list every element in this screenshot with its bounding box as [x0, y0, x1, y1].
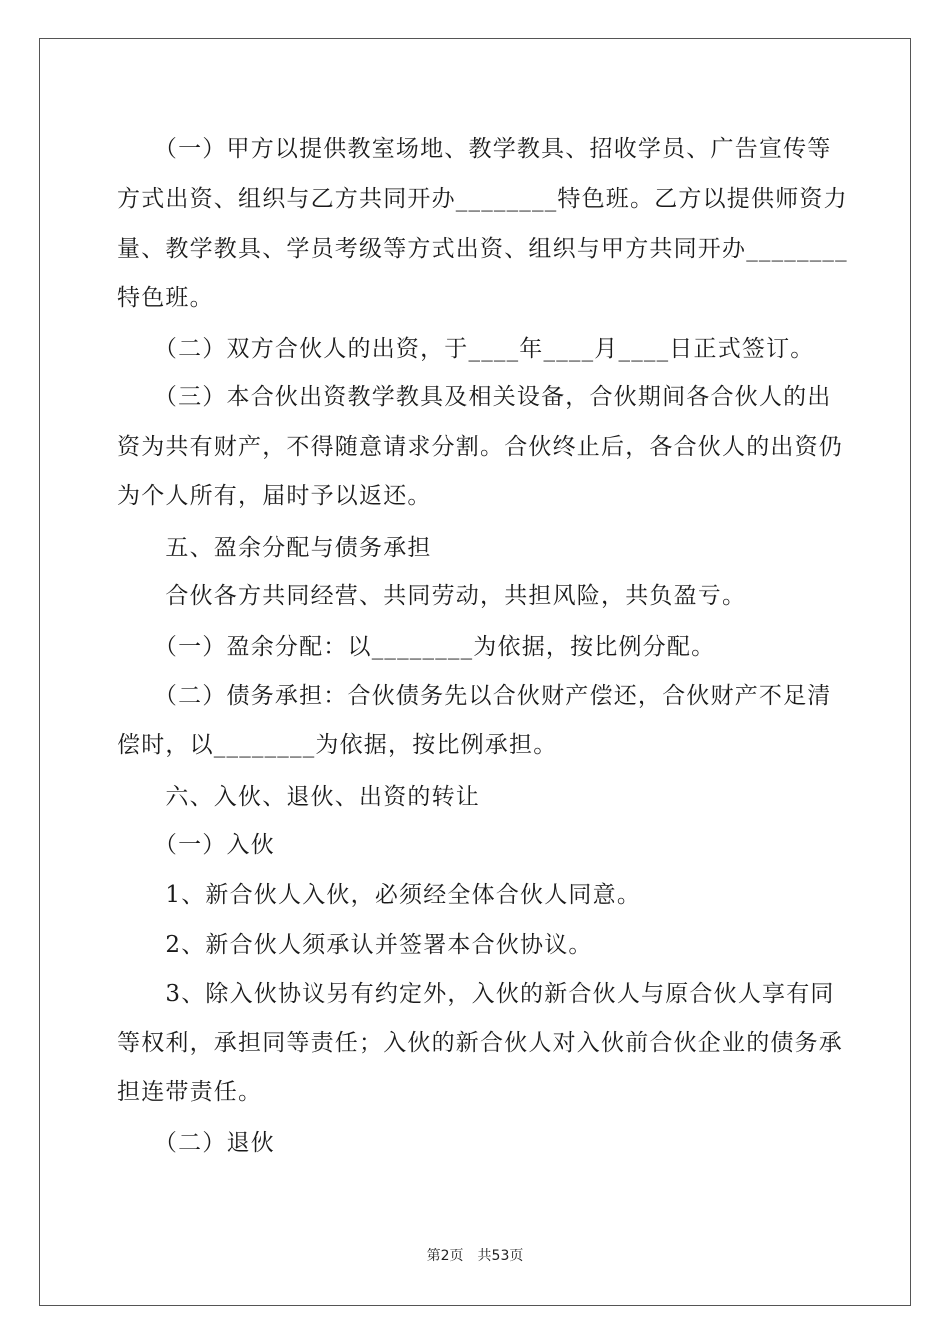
- text-line: 偿时，以________为依据，按比例承担。: [117, 732, 558, 758]
- text-line: 等权利，承担同等责任；入伙的新合伙人对入伙前合伙企业的债务承: [117, 1030, 843, 1056]
- section-heading: 五、盈余分配与债务承担: [117, 535, 432, 561]
- text-line: 合伙各方共同经营、共同劳动，共担风险，共负盈亏。: [117, 583, 747, 609]
- list-item: 1、新合伙人入伙，必须经全体合伙人同意。: [117, 882, 642, 908]
- text-line: 量、教学教具、学员考级等方式出资、组织与甲方共同开办________: [117, 236, 848, 262]
- text-line: （二）债务承担：合伙债务先以合伙财产偿还，合伙财产不足清: [117, 683, 832, 709]
- subheading: （一）入伙: [117, 832, 275, 858]
- text-line: （二）双方合伙人的出资，于____年____月____日正式签订。: [117, 336, 815, 362]
- text-line: 为个人所有，届时予以返还。: [117, 483, 432, 509]
- list-item: 2、新合伙人须承认并签署本合伙协议。: [117, 932, 593, 958]
- page-border: [39, 38, 911, 1306]
- text-line: 担连带责任。: [117, 1079, 263, 1105]
- text-line: 方式出资、组织与乙方共同开办________特色班。乙方以提供师资力: [117, 186, 848, 212]
- subheading: （二）退伙: [117, 1130, 275, 1156]
- text-line: （三）本合伙出资教学教具及相关设备，合伙期间各合伙人的出: [117, 384, 832, 410]
- page-number-footer: 第2页 共53页: [426, 1248, 524, 1264]
- text-line: 资为共有财产，不得随意请求分割。合伙终止后，各合伙人的出资仍: [117, 434, 843, 460]
- text-line: （一）甲方以提供教室场地、教学教具、招收学员、广告宣传等: [117, 136, 832, 162]
- section-heading: 六、入伙、退伙、出资的转让: [117, 784, 480, 810]
- list-item: 3、除入伙协议另有约定外，入伙的新合伙人与原合伙人享有同: [117, 981, 835, 1007]
- text-line: （一）盈余分配：以________为依据，按比例分配。: [117, 634, 716, 660]
- text-line: 特色班。: [117, 285, 214, 311]
